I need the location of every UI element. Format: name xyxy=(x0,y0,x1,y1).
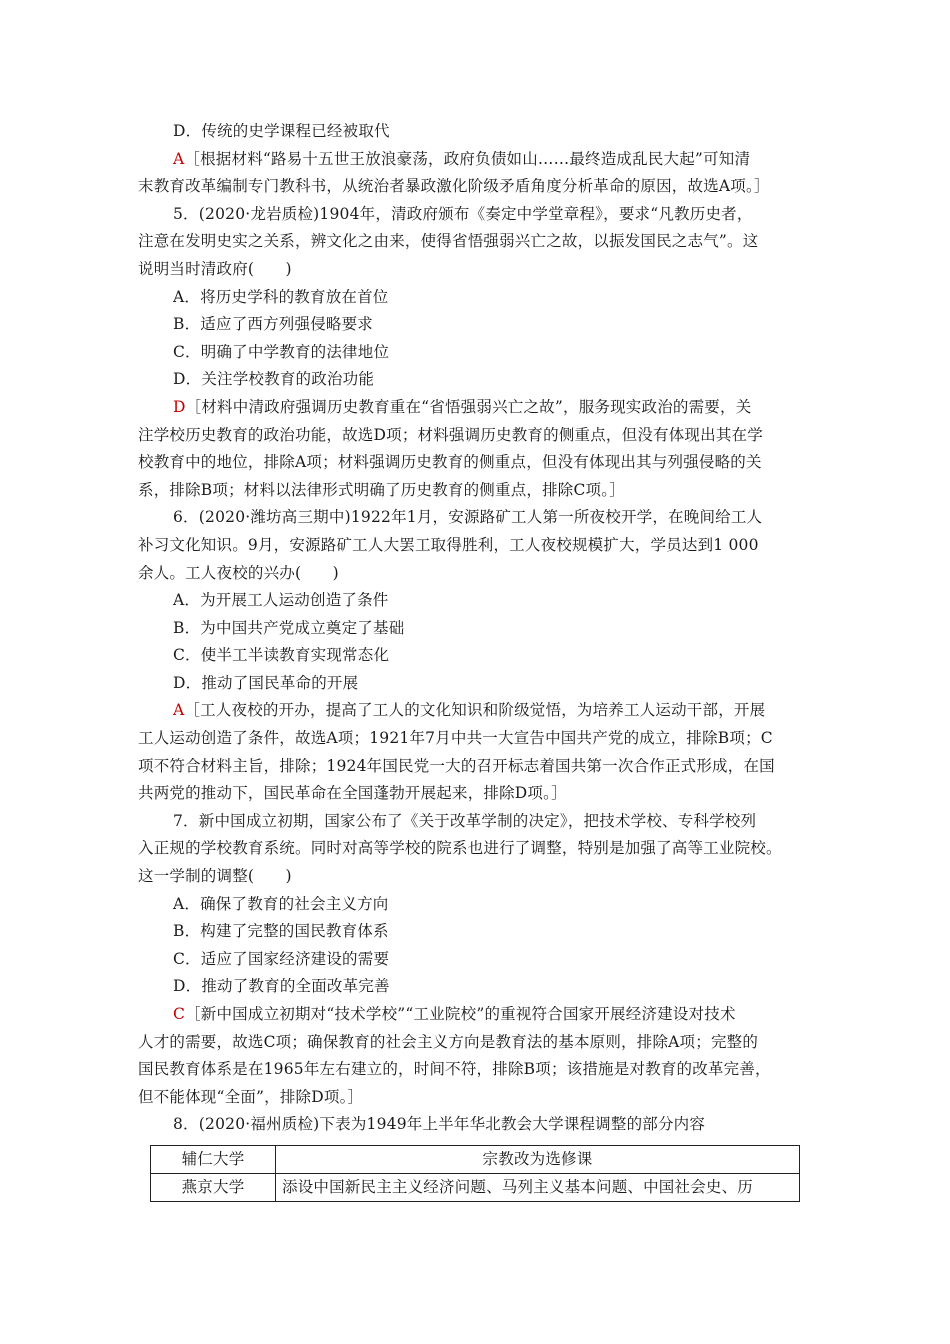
q7-option-a[interactable]: A．确保了教育的社会主义方向 xyxy=(173,894,389,913)
q4-explanation-line: A［根据材料“路易十五世王放浪豪荡，政府负债如山……最终造成乱民大起”可知清 xyxy=(173,149,751,168)
q6-option-d[interactable]: D．推动了国民革命的开展 xyxy=(173,673,359,692)
q6-answer-letter: A xyxy=(173,701,185,720)
table-cell-school: 辅仁大学 xyxy=(151,1145,276,1173)
curriculum-table xyxy=(150,1145,800,1202)
q6-stem-line: 6．(2020·潍坊高三期中)1922年1月，安源路矿工人第一所夜校开学，在晚间给工人 xyxy=(173,508,763,527)
q7-explanation-line: 但不能体现“全面”，排除D项。］ xyxy=(138,1087,364,1106)
table-row xyxy=(151,1145,800,1173)
q7-explanation-line: 国民教育体系是在1965年左右建立的，时间不符，排除B项；该措施是对教育的改革完善， xyxy=(138,1060,771,1079)
q5-answer-letter: D xyxy=(173,397,186,416)
q5-option-c[interactable]: C．明确了中学教育的法律地位 xyxy=(173,342,390,361)
q5-stem-line: 注意在发明史实之关系，辨文化之由来，使得省悟强弱兴亡之故，以振发国民之志气”。这 xyxy=(138,232,759,251)
q5-explanation-line: 注学校历史教育的政治功能，故选D项；材料强调历史教育的侧重点，但没有体现出其在学 xyxy=(138,425,763,444)
table-cell-change: 宗教改为选修课 xyxy=(276,1145,800,1173)
q7-stem-line: 7．新中国成立初期，国家公布了《关于改革学制的决定》，把技术学校、专科学校列 xyxy=(173,811,757,830)
q5-stem-line: 说明当时清政府( ) xyxy=(138,259,292,278)
q6-explanation-line: A［工人夜校的开办，提高了工人的文化知识和阶级觉悟，为培养工人运动干部，开展 xyxy=(173,701,766,720)
q6-stem-line: 余人。工人夜校的兴办( ) xyxy=(138,563,339,582)
table-cell-school: 燕京大学 xyxy=(151,1173,276,1201)
q6-explanation-line: 共两党的推动下，国民革命在全国蓬勃开展起来，排除D项。］ xyxy=(138,784,567,803)
q7-explanation-line: 人才的需要，故选C项；确保教育的社会主义方向是教育法的基本原则，排除A项；完整的 xyxy=(138,1032,759,1051)
q6-stem-line: 补习文化知识。9月，安源路矿工人大罢工取得胜利，工人夜校规模扩大，学员达到1 000 xyxy=(138,535,759,554)
document-page xyxy=(138,118,814,1202)
q5-option-b[interactable]: B．适应了西方列强侵略要求 xyxy=(173,315,373,334)
q7-option-b[interactable]: B．构建了完整的国民教育体系 xyxy=(173,922,389,941)
q5-explanation-line: 校教育中的地位，排除A项；材料强调历史教育的侧重点，但没有体现出其与列强侵略的关 xyxy=(138,453,762,472)
q5-option-d[interactable]: D．关注学校教育的政治功能 xyxy=(173,370,375,389)
q5-explanation-line: D［材料中清政府强调历史教育重在“省悟强弱兴亡之故”，服务现实政治的需要，关 xyxy=(173,397,752,416)
table-cell-change: 添设中国新民主主义经济问题、马列主义基本问题、中国社会史、历 xyxy=(276,1173,800,1201)
q7-option-c[interactable]: C．适应了国家经济建设的需要 xyxy=(173,949,390,968)
q7-explanation-line: C［新中国成立初期对“技术学校”“工业院校”的重视符合国家开展经济建设对技术 xyxy=(173,1005,736,1023)
q6-option-a[interactable]: A．为开展工人运动创造了条件 xyxy=(173,591,389,610)
q4-explanation-line: 末教育改革编制专门教科书，从统治者暴政激化阶级矛盾角度分析革命的原因，故选A项。］ xyxy=(138,177,770,196)
q8-stem-line: 8．(2020·福州质检)下表为1949年上半年华北教会大学课程调整的部分内容 xyxy=(173,1115,706,1134)
q6-explanation-line: 项不符合材料主旨，排除；1924年国民党一大的召开标志着国共第一次合作正式形成，在国 xyxy=(138,756,775,775)
q6-option-b[interactable]: B．为中国共产党成立奠定了基础 xyxy=(173,618,405,637)
q7-option-d[interactable]: D．推动了教育的全面改革完善 xyxy=(173,977,390,996)
q6-explanation-line: 工人运动创造了条件，故选A项；1921年7月中共一大宣告中国共产党的成立，排除B项；C xyxy=(138,729,773,748)
q7-stem-line: 这一学制的调整( ) xyxy=(138,867,292,886)
q6-option-c[interactable]: C．使半工半读教育实现常态化 xyxy=(173,646,390,665)
q7-stem-line: 入正规的学校教育系统。同时对高等学校的院系也进行了调整，特别是加强了高等工业院校。 xyxy=(138,839,782,858)
q4-option-d[interactable]: D．传统的史学课程已经被取代 xyxy=(173,122,390,140)
q5-stem-line: 5．(2020·龙岩质检)1904年，清政府颁布《奏定中学堂章程》，要求“凡教历史者， xyxy=(173,204,753,223)
q7-answer-letter: C xyxy=(173,1005,186,1023)
q5-explanation-line: 系，排除B项；材料以法律形式明确了历史教育的侧重点，排除C项。］ xyxy=(138,480,625,499)
q4-answer-letter: A xyxy=(173,149,185,168)
q5-option-a[interactable]: A．将历史学科的教育放在首位 xyxy=(173,287,389,306)
table-row xyxy=(151,1173,800,1201)
